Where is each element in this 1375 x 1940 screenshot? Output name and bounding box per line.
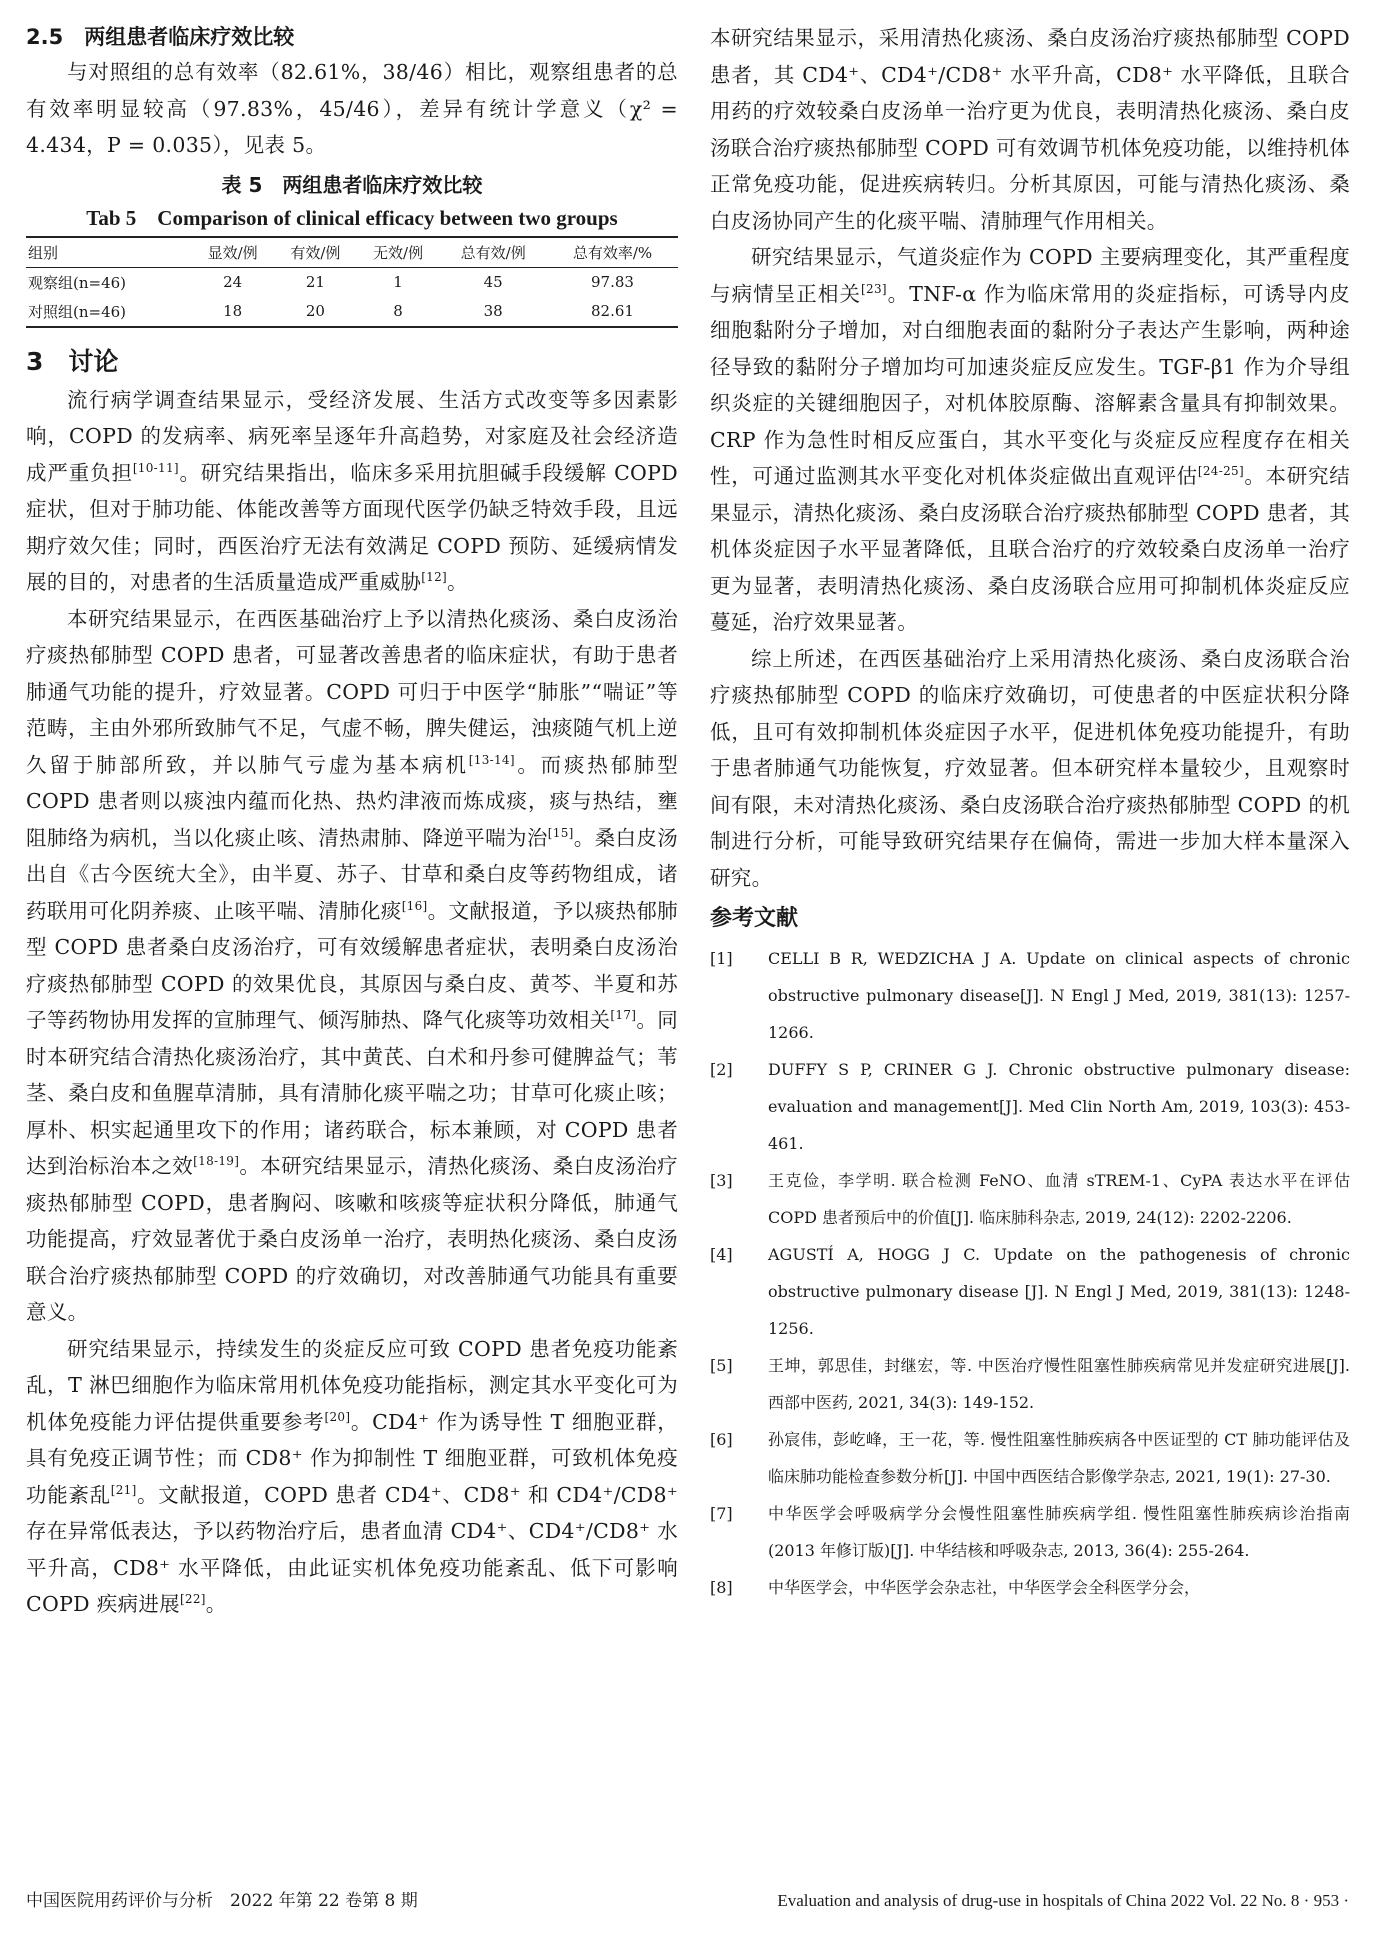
text-run: 。CD4⁺ 作为诱导性 T 细胞亚群，具有免疫正调节性；而 CD8⁺ 作为抑制性 T 细胞亚群，可致机体免疫功能紊乱	[26, 1409, 679, 1507]
reference-text: 王坤，郭思佳，封继宏，等. 中医治疗慢性阻塞性肺疾病常见并发症研究进展[J]. 西部中医药, 2021, 34(3): 149-152.	[768, 1356, 1350, 1412]
text-run: 。文献报道，予以痰热郁肺型 COPD 患者桑白皮汤治疗，可有效缓解患者症状，表明桑白皮汤治疗痰热郁肺型 COPD 的效果优良，其原因与桑白皮、黄芩、半夏和苏子等药物协用发挥的宣肺理气、倾泻肺热、降气化痰等功效相关	[26, 898, 678, 1032]
reference-text: AGUSTÍ A, HOGG J C. Update on the pathogenesis of chronic obstructive pulmonary disease [J]. N Engl J Med, 2019, 381(13): 1248-1256.	[768, 1245, 1350, 1338]
reference-text: DUFFY S P, CRINER G J. Chronic obstructive pulmonary disease: evaluation and management[J]. Med Clin North Am, 2019, 103(3): 453-461.	[768, 1060, 1350, 1153]
reference-item	[710, 1495, 1350, 1569]
reference-number: [6]	[710, 1430, 733, 1449]
citation: [15]	[547, 825, 574, 840]
table-cell: 对照组(n=46)	[26, 297, 191, 327]
table-header: 总有效/例	[439, 237, 547, 268]
reference-number: [2]	[710, 1060, 733, 1079]
table5-caption-zh: 表 5 两组患者临床疗效比较	[221, 172, 483, 197]
table-cell: 1	[393, 273, 403, 291]
table-row	[26, 297, 678, 327]
citation: [23]	[861, 281, 887, 296]
reference-item	[710, 940, 1350, 1051]
reference-text: 中华医学会，中华医学会杂志社，中华医学会全科医学分会，	[768, 1578, 1201, 1597]
citation: [18-19]	[193, 1154, 240, 1169]
reference-text: 王克俭，李学明. 联合检测 FeNO、血清 sTREM-1、CyPA 表达水平在评估 COPD 患者预后中的价值[J]. 临床肺科杂志, 2019, 24(12): 2202-2206.	[768, 1171, 1350, 1227]
right-column	[710, 20, 1350, 1606]
table-header-row	[26, 237, 678, 268]
table5-caption-en: Tab 5 Comparison of clinical efficacy between two groups	[86, 205, 618, 230]
reference-item	[710, 1347, 1350, 1421]
text-run: 研究结果显示，持续发生的炎症反应可致 COPD 患者免疫功能紊乱，T 淋巴细胞作为临床常用机体免疫功能指标，测定其水平变化可为机体免疫能力评估提供重要参考	[26, 1336, 678, 1434]
table-cell: 18	[191, 297, 274, 327]
text-run: 。同时本研究结合清热化痰汤治疗，其中黄芪、白术和丹参可健脾益气；苇茎、桑白皮和鱼腥草清肺，具有清肺化痰平喘之功；甘草可化痰止咳；厚朴、枳实起通里攻下的作用；诸药联合，标本兼顾，对 COPD 患者达到治标治本之效	[26, 1008, 678, 1178]
reference-number: [4]	[710, 1245, 733, 1264]
reference-item	[710, 1051, 1350, 1162]
text-run: 。本研究结果显示，清热化痰汤、桑白皮汤联合治疗痰热郁肺型 COPD 患者，其机体炎症因子水平显著降低，且联合治疗的疗效较桑白皮汤单一治疗更为显著，表明清热化痰汤、桑白皮汤联合应用可抑制机体炎症反应蔓延，治疗效果显著。	[710, 464, 1350, 634]
table-header: 组别	[26, 237, 191, 268]
citation: [20]	[324, 1409, 351, 1424]
table-cell: 82.61	[547, 297, 678, 327]
paragraph: 本研究结果显示，采用清热化痰汤、桑白皮汤治疗痰热郁肺型 COPD 患者，其 CD4⁺、CD4⁺/CD8⁺ 水平升高，CD8⁺ 水平降低，且联合用药的疗效较桑白皮汤单一治疗更为优良，表明清热化痰汤、桑白皮汤联合治疗痰热郁肺型 COPD 可有效调节机体免疫功能，以维持机体正常免疫功能，促进疾病转归。分析其原因，可能与清热化痰汤、桑白皮汤协同产生的化痰平喘、清肺理气作用相关。	[710, 26, 1350, 233]
citation: [13-14]	[468, 752, 515, 767]
paragraph	[26, 1331, 678, 1623]
text-run: 。TNF-α 作为临床常用的炎症指标，可诱导内皮细胞黏附分子增加，对白细胞表面的黏附分子表达产生影响，两种途径导致的黏附分子增加均可加速炎症反应发生。TGF-β1 作为介导组织炎症的关键细胞因子，对机体胶原酶、溶解素含量具有抑制效果。CRP 作为急性时相反应蛋白，其水平变化与炎症反应程度存在相关性，可通过监测其水平变化对机体炎症做出直观评估	[710, 281, 1350, 488]
section-2-5-heading: 2.5 两组患者临床疗效比较	[26, 25, 295, 49]
table-header: 显效/例	[191, 237, 274, 268]
table-cell: 21	[305, 273, 325, 291]
reference-item	[710, 1421, 1350, 1495]
reference-number: [7]	[710, 1504, 733, 1523]
reference-item	[710, 1236, 1350, 1347]
text-run: 。文献报道，COPD 患者 CD4⁺、CD8⁺ 和 CD4⁺/CD8⁺ 存在异常低表达，予以药物治疗后，患者血清 CD4⁺、CD4⁺/CD8⁺ 水平升高，CD8⁺ 水平降低，由此证实机体免疫功能紊乱、低下可影响 COPD 疾病进展	[26, 1482, 678, 1616]
section-3-heading: 3 讨论	[26, 346, 119, 376]
text-run: 。而痰热郁肺型 COPD 患者则以痰浊内蕴而化热、热灼津液而炼成痰，痰与热结，壅阻肺络为病机，当以化痰止咳、清热肃肺、降逆平喘为治	[26, 752, 678, 850]
table-row	[26, 267, 678, 297]
table-header: 有效/例	[274, 237, 357, 268]
paragraph	[710, 239, 1350, 641]
reference-text: 孙宸伟，彭屹峰，王一花，等. 慢性阻塞性肺疾病各中医证型的 CT 肺功能评估及临床肺功能检查参数分析[J]. 中国中西医结合影像学杂志, 2021, 19(1): 27-30.	[768, 1430, 1350, 1486]
reference-number: [5]	[710, 1356, 733, 1375]
paragraph: 综上所述，在西医基础治疗上采用清热化痰汤、桑白皮汤联合治疗痰热郁肺型 COPD 的临床疗效确切，可使患者的中医症状积分降低，且可有效抑制机体炎症因子水平，促进机体免疫功能提升，有助于患者肺通气功能恢复，疗效显著。但本研究样本量较少，且观察时间有限，未对清热化痰汤、桑白皮汤联合治疗痰热郁肺型 COPD 的机制进行分析，可能导致研究结果存在偏倚，需进一步加大样本量深入研究。	[710, 646, 1350, 890]
text-run: 。桑白皮汤出自《古今医统大全》，由半夏、苏子、甘草和桑白皮等药物组成，诸药联用可化阴养痰、止咳平喘、清肺化痰	[26, 825, 678, 923]
text-run: 。研究结果指出，临床多采用抗胆碱手段缓解 COPD 症状，但对于肺功能、体能改善等方面现代医学仍缺乏特效手段，且远期疗效欠佳；同时，西医治疗无法有效满足 COPD 预防、延缓病情发展的目的，对患者的生活质量造成严重威胁	[26, 460, 678, 594]
reference-number: [1]	[710, 949, 733, 968]
footer-journal-zh: 中国医院用药评价与分析 2022 年第 22 卷第 8 期	[26, 1891, 418, 1911]
table5	[26, 236, 678, 328]
table-cell: 38	[439, 297, 547, 327]
reference-item	[710, 1569, 1350, 1606]
paragraph	[26, 382, 678, 601]
citation: [12]	[421, 570, 448, 585]
text-run: 。本研究结果显示，清热化痰汤、桑白皮汤治疗痰热郁肺型 COPD，患者胸闷、咳嗽和咳痰等症状积分降低，肺通气功能提高，疗效显著优于桑白皮汤单一治疗，表明热化痰汤、桑白皮汤联合治疗痰热郁肺型 COPD 的疗效确切，对改善肺通气功能具有重要意义。	[26, 1154, 678, 1324]
citation: [22]	[179, 1592, 206, 1607]
citation: [17]	[610, 1008, 637, 1023]
table-cell: 观察组(n=46)	[28, 273, 127, 292]
citation: [16]	[401, 898, 428, 913]
reference-item	[710, 1162, 1350, 1236]
text-run: 。	[447, 570, 468, 594]
paragraph	[26, 601, 678, 1331]
left-column	[26, 20, 678, 1623]
text-run: 研究结果显示，气道炎症作为 COPD 主要病理变化，其严重程度与病情呈正相关	[710, 245, 1350, 306]
table-cell: 8	[357, 297, 440, 327]
table-cell: 97.83	[590, 273, 634, 291]
citation: [10-11]	[132, 460, 179, 475]
text-run: 本研究结果显示，在西医基础治疗上予以清热化痰汤、桑白皮汤治疗痰热郁肺型 COPD 患者，可显著改善患者的临床症状，有助于患者肺通气功能的提升，疗效显著。COPD 可归于中医学“肺胀”“喘证”等范畴，主由外邪所致肺气不足，气虚不畅，脾失健运，浊痰随气机上逆久留于肺部所致，并以肺气亏虚为基本病机	[26, 606, 678, 777]
table-cell: 24	[223, 273, 243, 291]
citation: [21]	[110, 1482, 137, 1497]
references-heading: 参考文献	[710, 906, 799, 931]
table-header: 无效/例	[357, 237, 440, 268]
text-run: 。	[205, 1592, 227, 1616]
reference-number: [8]	[710, 1578, 733, 1597]
table-cell: 20	[274, 297, 357, 327]
text-run: 流行病学调查结果显示，受经济发展、生活方式改变等多因素影响，COPD 的发病率、病死率呈逐年升高趋势，对家庭及社会经济造成严重负担	[26, 387, 678, 485]
table-header: 总有效率/%	[547, 237, 678, 268]
reference-text: 中华医学会呼吸病学分会慢性阻塞性肺疾病学组. 慢性阻塞性肺疾病诊治指南(2013 年修订版)[J]. 中华结核和呼吸杂志, 2013, 36(4): 255-264.	[768, 1504, 1350, 1560]
footer-journal-en: Evaluation and analysis of drug-use in hospitals of China 2022 Vol. 22 No. 8 · 953 ·	[777, 1891, 1349, 1910]
section-2-5-text: 与对照组的总有效率（82.61%，38/46）相比，观察组患者的总有效率明显较高（97.83%，45/46），差异有统计学意义（χ² = 4.434，P = 0.035），见表 5。	[26, 60, 678, 157]
citation: [24-25]	[1197, 464, 1244, 479]
reference-number: [3]	[710, 1171, 733, 1190]
table-cell: 45	[483, 273, 503, 291]
reference-text: CELLI B R, WEDZICHA J A. Update on clinical aspects of chronic obstructive pulmonary disease[J]. N Engl J Med, 2019, 381(13): 1257-1266.	[768, 949, 1350, 1042]
